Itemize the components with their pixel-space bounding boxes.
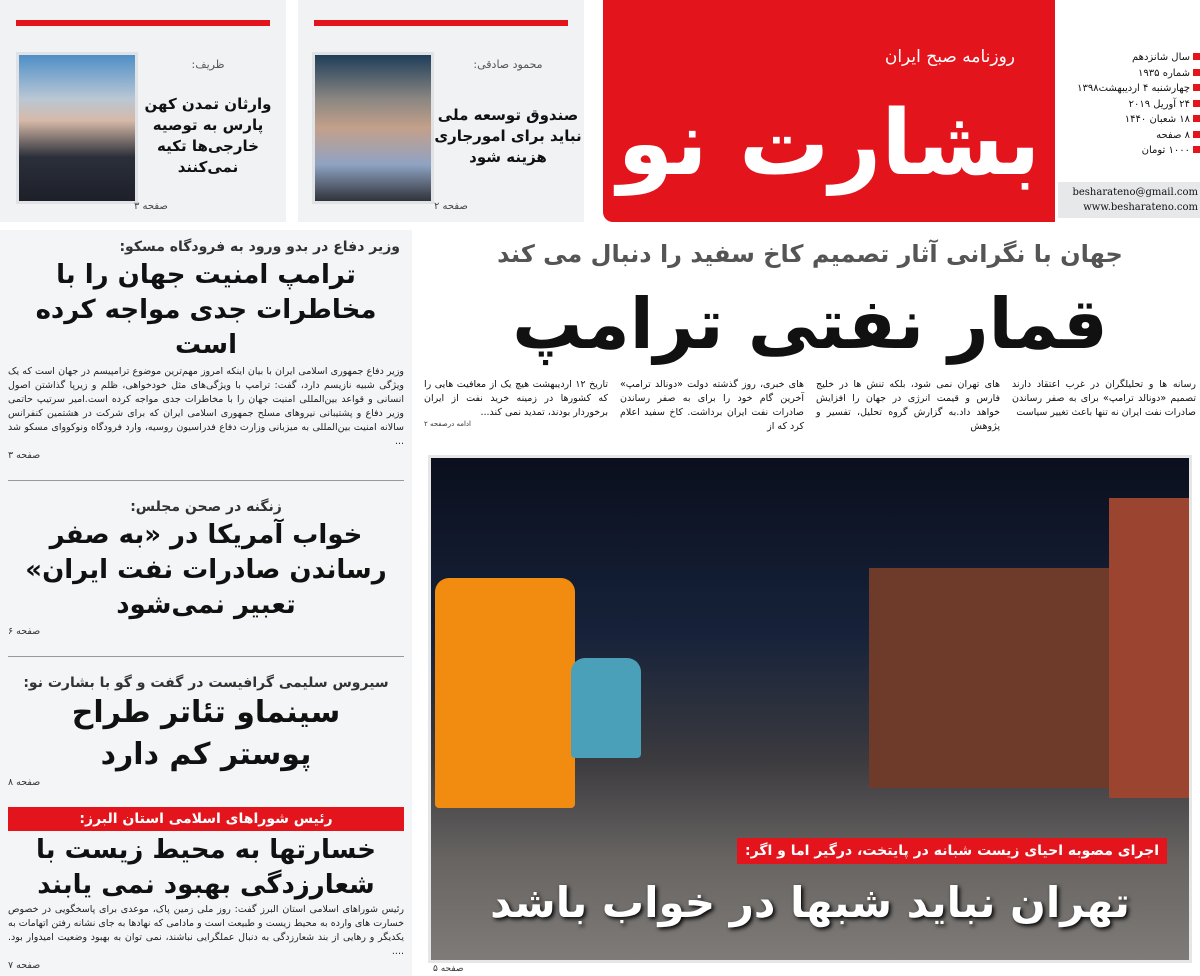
red-rule: [314, 20, 568, 26]
van-shape: [571, 658, 641, 758]
divider: [8, 480, 404, 481]
article-defense-minister[interactable]: [0, 238, 412, 462]
article-headline: خسارتها به محیط زیست با شعارزدگی بهبود نمی یابند: [36, 834, 376, 900]
teaser-kicker: ظریف:: [191, 58, 225, 71]
stall-shape: [1109, 498, 1189, 798]
column-text: رسانه ها و تحلیلگران در غرب اعتقاد دارند تصمیم «دونالد ترامپ» برای به صفر رساندن صادرات نفت ایران نه تنها باعث تغییر سیاست: [1012, 379, 1196, 418]
teaser-page: صفحه ۳: [134, 201, 168, 212]
issue-date-hijri: ۱۸ شعبان ۱۴۴۰: [1058, 112, 1200, 128]
article-headline: خواب آمریکا در «به صفر رساندن صادرات نفت ایران» تعبیر نمی‌شود: [25, 520, 387, 621]
main-photo[interactable]: [428, 455, 1192, 974]
article-headline: سینماو تئاتر طراح پوستر کم دارد: [71, 695, 341, 773]
article-page: صفحه ۷: [8, 959, 41, 971]
article-kicker: وزیر دفاع در بدو ورود به فرودگاه مسکو:: [119, 239, 400, 255]
article-kicker: زنگنه در صحن مجلس:: [130, 499, 282, 516]
divider: [8, 656, 404, 657]
main-kicker: جهان با نگرانی آثار تصمیم کاخ سفید را دنبال می کند: [497, 240, 1123, 268]
teaser-headline: وارثان تمدن کهن پارس به توصیه خارجی‌ها تکیه نمی‌کنند: [144, 95, 272, 176]
teaser-page: صفحه ۲: [434, 201, 468, 212]
article-kicker-red: رئیس شوراهای اسلامی استان البرز:: [8, 807, 404, 831]
van-shape: [435, 578, 575, 808]
issue-number: شماره ۱۹۳۵: [1058, 66, 1200, 82]
red-rule: [16, 20, 270, 26]
left-column: [0, 230, 412, 976]
article-salimi[interactable]: [0, 674, 412, 789]
teaser-headline: صندوق توسعه ملی نباید برای امورجاری هزینه شود: [434, 105, 582, 166]
article-page: صفحه ۳: [8, 450, 41, 461]
issue-info: [1058, 50, 1200, 159]
article-zanganeh[interactable]: [0, 498, 412, 638]
column-text: تاریخ ۱۲ اردیبهشت هیچ یک از معافیت هایی را که کشورها در زمینه خرید نفت از ایران برخوردار بودند، تمدید نمی کند...: [424, 379, 608, 418]
main-article-columns: [420, 378, 1200, 434]
zarif-photo: [16, 52, 138, 204]
teaser-kicker: محمود صادقی:: [473, 58, 543, 71]
contact-email[interactable]: besharateno@gmail.com: [1072, 187, 1198, 198]
photo-page: صفحه ۵: [433, 964, 464, 974]
article-alborz[interactable]: [0, 807, 412, 972]
issue-price: ۱۰۰۰ تومان: [1058, 143, 1200, 159]
masthead: [603, 0, 1055, 222]
article-page: صفحه ۸: [8, 777, 41, 789]
issue-pages: ۸ صفحه: [1058, 128, 1200, 144]
teaser-zarif[interactable]: [0, 0, 286, 222]
stall-shape: [869, 568, 1109, 788]
masthead-logo: بشارت نو: [617, 91, 1041, 196]
article-kicker: سیروس سلیمی گرافیست در گفت و گو با بشارت نو:: [23, 675, 389, 692]
issue-year: سال شانزدهم: [1058, 50, 1200, 66]
column-text: های تهران نمی شود، بلکه تنش ها در خلیج فارس و قیمت انرژی در جهان را افزایش خواهد داد.به گزارش گروه تحلیل، تفسیر و پژوهش: [816, 379, 1000, 432]
contact-website[interactable]: www.besharateno.com: [1083, 202, 1198, 213]
article-page: صفحه ۶: [8, 626, 41, 638]
photo-kicker: اجرای مصوبه احیای زیست شبانه در پایتخت، درگیر اما و اگر:: [737, 838, 1167, 864]
main-headline[interactable]: قمار نفتی ترامپ: [512, 283, 1108, 365]
photo-headline: تهران نباید شبها در خواب باشد: [490, 878, 1130, 927]
article-headline: ترامپ امنیت جهان را با مخاطرات جدی مواجه کرده است: [35, 260, 377, 360]
sadeghi-photo: [312, 52, 434, 204]
contact-box: [1058, 182, 1200, 218]
issue-date-persian: چهارشنبه ۴ اردیبهشت۱۳۹۸: [1058, 81, 1200, 97]
continued-note: ادامه درصفحه ۲: [424, 420, 471, 428]
issue-date-gregorian: ۲۴ آوریل ۲۰۱۹: [1058, 97, 1200, 113]
column-text: های خبری، روز گذشته دولت «دونالد ترامپ» آخرین گام خود را برای به صفر رساندن صادرات نفت ایران برداشت. کاخ سفید اعلام کرد که از: [620, 379, 804, 432]
masthead-tagline: روزنامه صبح ایران: [884, 47, 1015, 67]
article-body: وزیر دفاع جمهوری اسلامی ایران با بیان اینکه امروز مهم‌ترین موضوع ترامپیسم در جهان است که یک ویژگی شبیه نازیسم دارد، گفت: ترامپ با ویژگی‌های مثل خودخواهی، ظلم و زیرپا گذاشتن اصول انسانی و قواعد بین‌المللی امنیت جهان را با مخاطرات جدی مواجه کرده است.امیر سرتیپ حاتمی وزیر دفاع و پشتیبانی نیروهای مسلح جمهوری اسلامی ایران که برای شرکت در هشتمین کنفرانس سالانه امنیت بین‌المللی به میزبانی وزارت دفاع فدراسیون روسیه، وارد فرودگاه ونوکووای مسکو شد ...: [8, 366, 404, 447]
article-body: رئیس شوراهای اسلامی استان البرز گفت: روز ملی زمین پاک، موعدی برای پاسخگویی در خصوص خسارت های وارده به محیط زیست و طبیعت است و مادامی که نهادها به جای نشانه رفتن اتهامات به یکدیگر و رهایی از بند شعارزدگی به دنبال عملگرایی نباشند، نمی توان به بهبود وضعیت امیدوار بود. ....: [8, 903, 404, 957]
teaser-sadeghi[interactable]: [298, 0, 584, 222]
column-wrapper: [424, 378, 608, 434]
